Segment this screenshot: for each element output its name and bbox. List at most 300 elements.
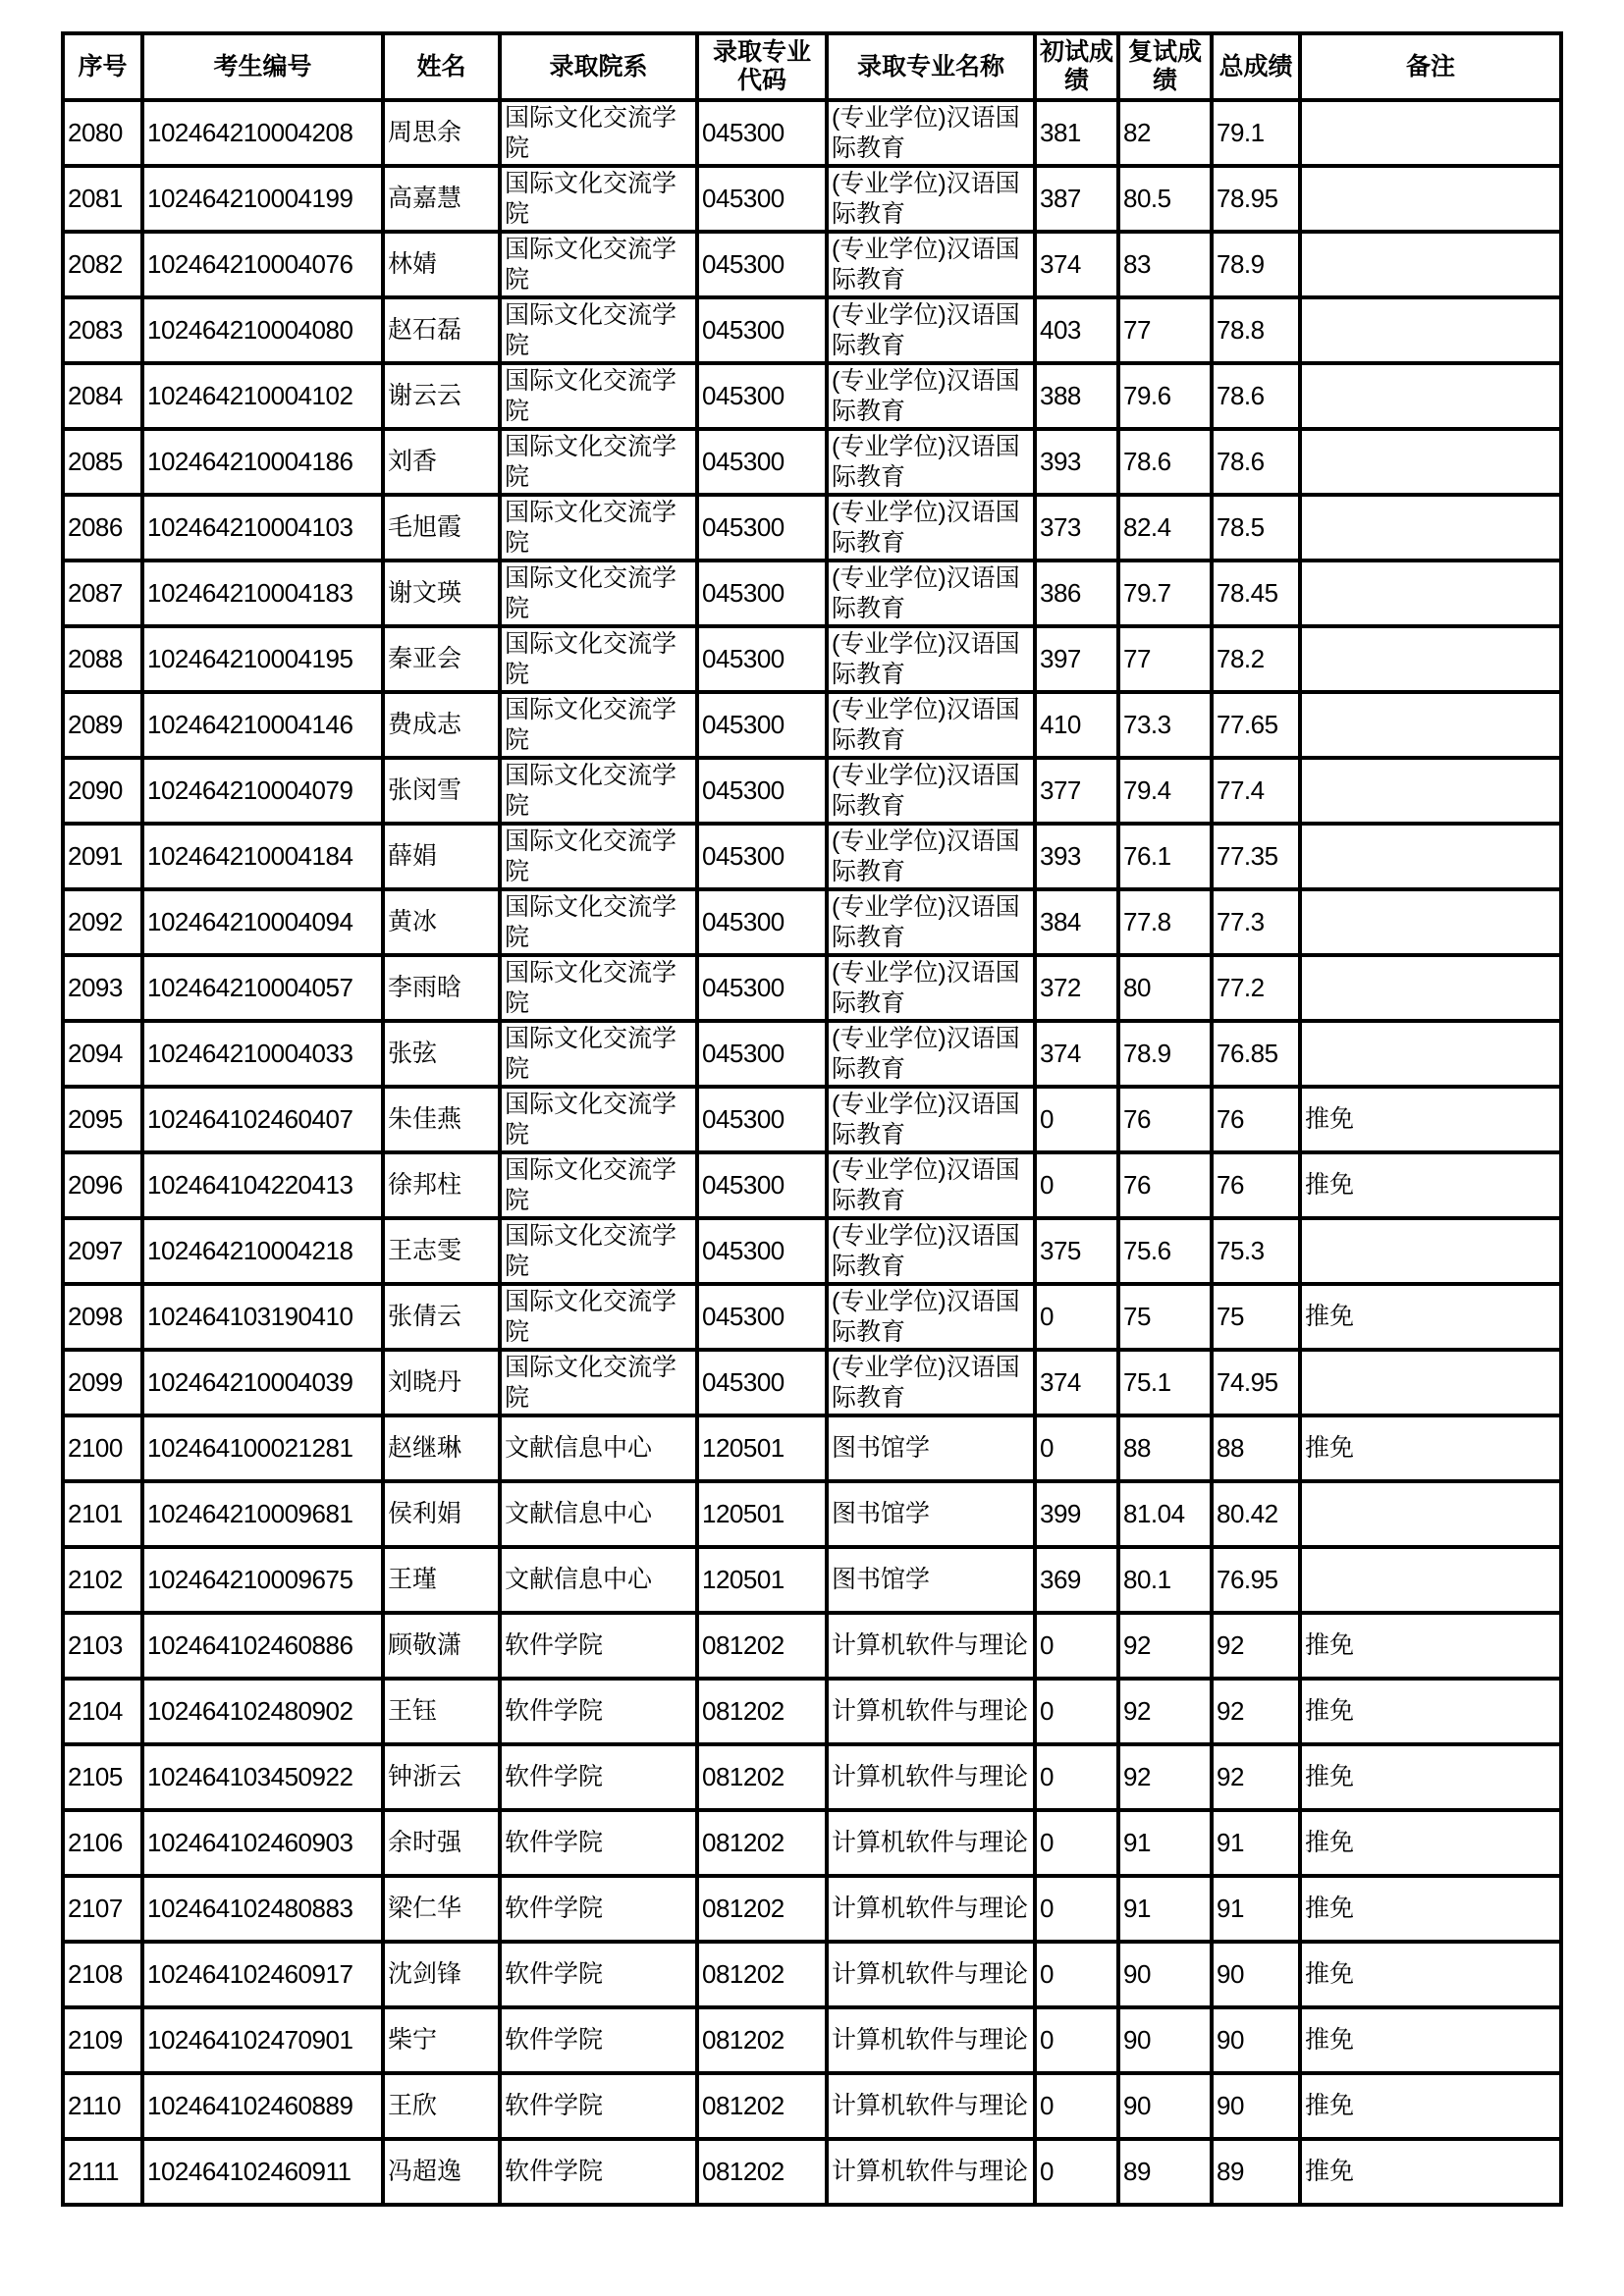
cell-department: 国际文化交流学院 xyxy=(500,889,697,955)
cell-major-code: 045300 xyxy=(697,1152,827,1218)
cell-serial: 2109 xyxy=(63,2007,142,2073)
cell-name: 李雨晗 xyxy=(383,955,500,1021)
cell-serial: 2093 xyxy=(63,955,142,1021)
cell-serial: 2091 xyxy=(63,824,142,889)
cell-retest-score: 83 xyxy=(1118,232,1212,297)
cell-name: 林婧 xyxy=(383,232,500,297)
cell-total-score: 77.65 xyxy=(1212,692,1300,758)
header-total-score: 总成绩 xyxy=(1212,33,1300,100)
table-row xyxy=(63,561,1561,626)
cell-candidate-id: 102464102460903 xyxy=(142,1810,383,1876)
cell-remark: 推免 xyxy=(1300,1942,1561,2007)
cell-serial: 2095 xyxy=(63,1087,142,1152)
cell-remark xyxy=(1300,889,1561,955)
cell-total-score: 91 xyxy=(1212,1876,1300,1942)
cell-name: 黄冰 xyxy=(383,889,500,955)
cell-remark xyxy=(1300,561,1561,626)
cell-major-name: 计算机软件与理论 xyxy=(827,1810,1035,1876)
cell-major-name: 计算机软件与理论 xyxy=(827,1613,1035,1679)
cell-serial: 2107 xyxy=(63,1876,142,1942)
cell-major-name: 计算机软件与理论 xyxy=(827,1744,1035,1810)
table-row xyxy=(63,692,1561,758)
cell-retest-score: 78.6 xyxy=(1118,429,1212,495)
cell-major-code: 045300 xyxy=(697,495,827,561)
cell-initial-score: 369 xyxy=(1035,1547,1118,1613)
cell-candidate-id: 102464102460886 xyxy=(142,1613,383,1679)
cell-department: 国际文化交流学院 xyxy=(500,1087,697,1152)
cell-total-score: 89 xyxy=(1212,2139,1300,2205)
cell-name: 王钰 xyxy=(383,1679,500,1744)
cell-department: 国际文化交流学院 xyxy=(500,561,697,626)
cell-retest-score: 82 xyxy=(1118,100,1212,166)
cell-candidate-id: 102464210004184 xyxy=(142,824,383,889)
cell-major-name: (专业学位)汉语国际教育 xyxy=(827,232,1035,297)
cell-serial: 2084 xyxy=(63,363,142,429)
cell-remark xyxy=(1300,955,1561,1021)
cell-remark xyxy=(1300,1350,1561,1415)
cell-initial-score: 0 xyxy=(1035,1744,1118,1810)
cell-name: 赵继琳 xyxy=(383,1415,500,1481)
cell-serial: 2086 xyxy=(63,495,142,561)
cell-remark xyxy=(1300,1218,1561,1284)
cell-department: 国际文化交流学院 xyxy=(500,1152,697,1218)
cell-name: 沈剑锋 xyxy=(383,1942,500,2007)
cell-total-score: 92 xyxy=(1212,1613,1300,1679)
cell-name: 毛旭霞 xyxy=(383,495,500,561)
cell-department: 国际文化交流学院 xyxy=(500,429,697,495)
header-major-code: 录取专业代码 xyxy=(697,33,827,100)
cell-candidate-id: 102464210004183 xyxy=(142,561,383,626)
cell-retest-score: 79.4 xyxy=(1118,758,1212,824)
cell-major-name: (专业学位)汉语国际教育 xyxy=(827,626,1035,692)
header-candidate-id: 考生编号 xyxy=(142,33,383,100)
cell-remark: 推免 xyxy=(1300,2073,1561,2139)
cell-department: 国际文化交流学院 xyxy=(500,363,697,429)
cell-department: 国际文化交流学院 xyxy=(500,232,697,297)
cell-initial-score: 399 xyxy=(1035,1481,1118,1547)
cell-retest-score: 79.7 xyxy=(1118,561,1212,626)
cell-retest-score: 88 xyxy=(1118,1415,1212,1481)
cell-major-name: (专业学位)汉语国际教育 xyxy=(827,100,1035,166)
cell-name: 张弦 xyxy=(383,1021,500,1087)
cell-initial-score: 0 xyxy=(1035,1876,1118,1942)
cell-remark xyxy=(1300,297,1561,363)
table-body xyxy=(63,100,1561,2205)
cell-retest-score: 76 xyxy=(1118,1087,1212,1152)
table-row xyxy=(63,166,1561,232)
cell-initial-score: 410 xyxy=(1035,692,1118,758)
cell-total-score: 76.95 xyxy=(1212,1547,1300,1613)
header-initial-score: 初试成绩 xyxy=(1035,33,1118,100)
cell-total-score: 77.4 xyxy=(1212,758,1300,824)
cell-retest-score: 90 xyxy=(1118,2007,1212,2073)
cell-initial-score: 0 xyxy=(1035,1679,1118,1744)
cell-total-score: 90 xyxy=(1212,2073,1300,2139)
table-row xyxy=(63,1415,1561,1481)
cell-remark: 推免 xyxy=(1300,2139,1561,2205)
table-row xyxy=(63,1810,1561,1876)
cell-major-name: 计算机软件与理论 xyxy=(827,2007,1035,2073)
cell-retest-score: 75 xyxy=(1118,1284,1212,1350)
cell-major-name: (专业学位)汉语国际教育 xyxy=(827,1350,1035,1415)
cell-retest-score: 80 xyxy=(1118,955,1212,1021)
cell-candidate-id: 102464210004039 xyxy=(142,1350,383,1415)
cell-name: 薛娟 xyxy=(383,824,500,889)
cell-department: 文献信息中心 xyxy=(500,1415,697,1481)
cell-retest-score: 78.9 xyxy=(1118,1021,1212,1087)
cell-department: 软件学院 xyxy=(500,1810,697,1876)
cell-serial: 2082 xyxy=(63,232,142,297)
table-row xyxy=(63,429,1561,495)
cell-initial-score: 384 xyxy=(1035,889,1118,955)
cell-department: 国际文化交流学院 xyxy=(500,1350,697,1415)
cell-department: 国际文化交流学院 xyxy=(500,166,697,232)
cell-major-name: 图书馆学 xyxy=(827,1415,1035,1481)
cell-major-code: 081202 xyxy=(697,1942,827,2007)
cell-retest-score: 75.1 xyxy=(1118,1350,1212,1415)
cell-serial: 2103 xyxy=(63,1613,142,1679)
cell-candidate-id: 102464102470901 xyxy=(142,2007,383,2073)
cell-serial: 2090 xyxy=(63,758,142,824)
cell-candidate-id: 102464210009681 xyxy=(142,1481,383,1547)
cell-serial: 2097 xyxy=(63,1218,142,1284)
cell-candidate-id: 102464210004080 xyxy=(142,297,383,363)
cell-department: 国际文化交流学院 xyxy=(500,758,697,824)
cell-department: 国际文化交流学院 xyxy=(500,955,697,1021)
cell-total-score: 77.3 xyxy=(1212,889,1300,955)
cell-name: 梁仁华 xyxy=(383,1876,500,1942)
cell-serial: 2081 xyxy=(63,166,142,232)
cell-major-name: 计算机软件与理论 xyxy=(827,1876,1035,1942)
table-row xyxy=(63,363,1561,429)
cell-major-code: 045300 xyxy=(697,758,827,824)
cell-major-code: 081202 xyxy=(697,2007,827,2073)
cell-candidate-id: 102464210004199 xyxy=(142,166,383,232)
cell-initial-score: 0 xyxy=(1035,1415,1118,1481)
cell-candidate-id: 102464210004076 xyxy=(142,232,383,297)
table-row xyxy=(63,889,1561,955)
cell-major-code: 045300 xyxy=(697,824,827,889)
cell-retest-score: 76.1 xyxy=(1118,824,1212,889)
cell-initial-score: 0 xyxy=(1035,1942,1118,2007)
cell-major-code: 045300 xyxy=(697,100,827,166)
cell-department: 软件学院 xyxy=(500,2073,697,2139)
cell-major-name: 计算机软件与理论 xyxy=(827,2073,1035,2139)
cell-serial: 2101 xyxy=(63,1481,142,1547)
cell-initial-score: 375 xyxy=(1035,1218,1118,1284)
cell-name: 朱佳燕 xyxy=(383,1087,500,1152)
cell-remark xyxy=(1300,1481,1561,1547)
cell-remark: 推免 xyxy=(1300,1679,1561,1744)
cell-department: 软件学院 xyxy=(500,2139,697,2205)
table-row xyxy=(63,297,1561,363)
cell-retest-score: 90 xyxy=(1118,2073,1212,2139)
cell-candidate-id: 102464210004208 xyxy=(142,100,383,166)
cell-retest-score: 77 xyxy=(1118,297,1212,363)
cell-initial-score: 377 xyxy=(1035,758,1118,824)
cell-major-code: 081202 xyxy=(697,1876,827,1942)
cell-initial-score: 0 xyxy=(1035,2139,1118,2205)
cell-remark: 推免 xyxy=(1300,1284,1561,1350)
cell-remark xyxy=(1300,363,1561,429)
cell-candidate-id: 102464102460911 xyxy=(142,2139,383,2205)
cell-candidate-id: 102464210004218 xyxy=(142,1218,383,1284)
cell-major-name: (专业学位)汉语国际教育 xyxy=(827,166,1035,232)
cell-total-score: 80.42 xyxy=(1212,1481,1300,1547)
cell-remark: 推免 xyxy=(1300,1152,1561,1218)
cell-retest-score: 91 xyxy=(1118,1810,1212,1876)
cell-initial-score: 387 xyxy=(1035,166,1118,232)
cell-remark xyxy=(1300,100,1561,166)
cell-major-code: 081202 xyxy=(697,2073,827,2139)
cell-candidate-id: 102464210009675 xyxy=(142,1547,383,1613)
cell-serial: 2106 xyxy=(63,1810,142,1876)
cell-major-name: 计算机软件与理论 xyxy=(827,1942,1035,2007)
cell-retest-score: 76 xyxy=(1118,1152,1212,1218)
cell-total-score: 78.95 xyxy=(1212,166,1300,232)
cell-initial-score: 397 xyxy=(1035,626,1118,692)
cell-name: 冯超逸 xyxy=(383,2139,500,2205)
cell-remark xyxy=(1300,495,1561,561)
cell-department: 软件学院 xyxy=(500,1744,697,1810)
cell-retest-score: 77.8 xyxy=(1118,889,1212,955)
cell-major-name: (专业学位)汉语国际教育 xyxy=(827,1218,1035,1284)
cell-initial-score: 373 xyxy=(1035,495,1118,561)
header-serial: 序号 xyxy=(63,33,142,100)
cell-serial: 2105 xyxy=(63,1744,142,1810)
cell-total-score: 92 xyxy=(1212,1679,1300,1744)
cell-total-score: 75 xyxy=(1212,1284,1300,1350)
table-row xyxy=(63,824,1561,889)
cell-serial: 2089 xyxy=(63,692,142,758)
table-row xyxy=(63,2073,1561,2139)
cell-name: 刘香 xyxy=(383,429,500,495)
cell-name: 赵石磊 xyxy=(383,297,500,363)
cell-name: 刘晓丹 xyxy=(383,1350,500,1415)
cell-major-name: 计算机软件与理论 xyxy=(827,2139,1035,2205)
cell-name: 徐邦柱 xyxy=(383,1152,500,1218)
cell-remark: 推免 xyxy=(1300,1415,1561,1481)
cell-total-score: 78.6 xyxy=(1212,429,1300,495)
cell-name: 秦亚会 xyxy=(383,626,500,692)
cell-retest-score: 77 xyxy=(1118,626,1212,692)
cell-major-code: 045300 xyxy=(697,561,827,626)
cell-serial: 2102 xyxy=(63,1547,142,1613)
cell-candidate-id: 102464210004146 xyxy=(142,692,383,758)
cell-department: 文献信息中心 xyxy=(500,1547,697,1613)
cell-remark: 推免 xyxy=(1300,1744,1561,1810)
cell-retest-score: 79.6 xyxy=(1118,363,1212,429)
table-row xyxy=(63,232,1561,297)
cell-name: 王瑾 xyxy=(383,1547,500,1613)
cell-remark: 推免 xyxy=(1300,1810,1561,1876)
cell-major-name: (专业学位)汉语国际教育 xyxy=(827,297,1035,363)
cell-major-name: (专业学位)汉语国际教育 xyxy=(827,561,1035,626)
table-row xyxy=(63,1679,1561,1744)
cell-remark xyxy=(1300,1021,1561,1087)
cell-total-score: 78.5 xyxy=(1212,495,1300,561)
cell-total-score: 91 xyxy=(1212,1810,1300,1876)
cell-major-code: 045300 xyxy=(697,232,827,297)
cell-initial-score: 0 xyxy=(1035,2073,1118,2139)
cell-serial: 2080 xyxy=(63,100,142,166)
cell-total-score: 78.2 xyxy=(1212,626,1300,692)
cell-major-code: 081202 xyxy=(697,1810,827,1876)
cell-department: 国际文化交流学院 xyxy=(500,692,697,758)
cell-name: 侯利娟 xyxy=(383,1481,500,1547)
cell-total-score: 78.9 xyxy=(1212,232,1300,297)
cell-serial: 2110 xyxy=(63,2073,142,2139)
cell-major-code: 045300 xyxy=(697,626,827,692)
header-name: 姓名 xyxy=(383,33,500,100)
cell-initial-score: 372 xyxy=(1035,955,1118,1021)
cell-name: 王志雯 xyxy=(383,1218,500,1284)
cell-department: 国际文化交流学院 xyxy=(500,495,697,561)
cell-major-name: (专业学位)汉语国际教育 xyxy=(827,1152,1035,1218)
cell-candidate-id: 102464210004103 xyxy=(142,495,383,561)
cell-candidate-id: 102464102480902 xyxy=(142,1679,383,1744)
cell-major-code: 045300 xyxy=(697,1284,827,1350)
cell-remark xyxy=(1300,166,1561,232)
cell-total-score: 76 xyxy=(1212,1152,1300,1218)
cell-department: 文献信息中心 xyxy=(500,1481,697,1547)
table-row xyxy=(63,2007,1561,2073)
cell-remark xyxy=(1300,758,1561,824)
cell-remark xyxy=(1300,824,1561,889)
table-row xyxy=(63,1021,1561,1087)
cell-total-score: 74.95 xyxy=(1212,1350,1300,1415)
cell-candidate-id: 102464102460889 xyxy=(142,2073,383,2139)
cell-name: 张倩云 xyxy=(383,1284,500,1350)
cell-initial-score: 0 xyxy=(1035,1613,1118,1679)
table-row xyxy=(63,1218,1561,1284)
cell-serial: 2087 xyxy=(63,561,142,626)
cell-department: 软件学院 xyxy=(500,1942,697,2007)
table-row xyxy=(63,758,1561,824)
cell-serial: 2085 xyxy=(63,429,142,495)
cell-major-code: 045300 xyxy=(697,1087,827,1152)
cell-retest-score: 82.4 xyxy=(1118,495,1212,561)
table-row xyxy=(63,1087,1561,1152)
cell-total-score: 75.3 xyxy=(1212,1218,1300,1284)
cell-name: 顾敬潇 xyxy=(383,1613,500,1679)
cell-initial-score: 374 xyxy=(1035,1350,1118,1415)
cell-serial: 2100 xyxy=(63,1415,142,1481)
cell-name: 高嘉慧 xyxy=(383,166,500,232)
cell-major-name: (专业学位)汉语国际教育 xyxy=(827,1087,1035,1152)
cell-serial: 2092 xyxy=(63,889,142,955)
cell-major-code: 081202 xyxy=(697,1613,827,1679)
table-row xyxy=(63,495,1561,561)
cell-major-code: 045300 xyxy=(697,297,827,363)
cell-remark xyxy=(1300,692,1561,758)
cell-serial: 2104 xyxy=(63,1679,142,1744)
cell-candidate-id: 102464210004195 xyxy=(142,626,383,692)
cell-name: 周思余 xyxy=(383,100,500,166)
cell-remark: 推免 xyxy=(1300,1876,1561,1942)
cell-initial-score: 388 xyxy=(1035,363,1118,429)
cell-retest-score: 89 xyxy=(1118,2139,1212,2205)
cell-candidate-id: 102464210004079 xyxy=(142,758,383,824)
cell-initial-score: 393 xyxy=(1035,429,1118,495)
cell-department: 软件学院 xyxy=(500,2007,697,2073)
cell-retest-score: 80.1 xyxy=(1118,1547,1212,1613)
cell-name: 谢文瑛 xyxy=(383,561,500,626)
cell-candidate-id: 102464103190410 xyxy=(142,1284,383,1350)
header-major-name: 录取专业名称 xyxy=(827,33,1035,100)
cell-major-name: (专业学位)汉语国际教育 xyxy=(827,692,1035,758)
cell-total-score: 79.1 xyxy=(1212,100,1300,166)
cell-total-score: 77.35 xyxy=(1212,824,1300,889)
cell-initial-score: 0 xyxy=(1035,2007,1118,2073)
cell-initial-score: 0 xyxy=(1035,1810,1118,1876)
cell-remark: 推免 xyxy=(1300,1087,1561,1152)
cell-major-name: 图书馆学 xyxy=(827,1547,1035,1613)
cell-department: 国际文化交流学院 xyxy=(500,1021,697,1087)
cell-major-code: 045300 xyxy=(697,1350,827,1415)
cell-major-code: 120501 xyxy=(697,1481,827,1547)
cell-retest-score: 92 xyxy=(1118,1613,1212,1679)
cell-retest-score: 91 xyxy=(1118,1876,1212,1942)
cell-name: 张闵雪 xyxy=(383,758,500,824)
cell-candidate-id: 102464210004057 xyxy=(142,955,383,1021)
cell-name: 钟浙云 xyxy=(383,1744,500,1810)
cell-serial: 2094 xyxy=(63,1021,142,1087)
cell-name: 费成志 xyxy=(383,692,500,758)
cell-candidate-id: 102464102460917 xyxy=(142,1942,383,2007)
cell-total-score: 78.45 xyxy=(1212,561,1300,626)
cell-major-code: 045300 xyxy=(697,429,827,495)
cell-retest-score: 90 xyxy=(1118,1942,1212,2007)
cell-major-code: 081202 xyxy=(697,2139,827,2205)
cell-major-code: 045300 xyxy=(697,889,827,955)
cell-major-name: 图书馆学 xyxy=(827,1481,1035,1547)
cell-retest-score: 75.6 xyxy=(1118,1218,1212,1284)
cell-retest-score: 92 xyxy=(1118,1679,1212,1744)
cell-total-score: 76 xyxy=(1212,1087,1300,1152)
cell-serial: 2083 xyxy=(63,297,142,363)
cell-serial: 2088 xyxy=(63,626,142,692)
cell-department: 软件学院 xyxy=(500,1876,697,1942)
cell-initial-score: 381 xyxy=(1035,100,1118,166)
cell-name: 柴宁 xyxy=(383,2007,500,2073)
cell-remark xyxy=(1300,232,1561,297)
table-row xyxy=(63,1876,1561,1942)
cell-major-code: 045300 xyxy=(697,363,827,429)
cell-major-name: (专业学位)汉语国际教育 xyxy=(827,1284,1035,1350)
cell-total-score: 90 xyxy=(1212,2007,1300,2073)
table-row xyxy=(63,1744,1561,1810)
cell-major-name: (专业学位)汉语国际教育 xyxy=(827,758,1035,824)
cell-total-score: 92 xyxy=(1212,1744,1300,1810)
table-row xyxy=(63,626,1561,692)
cell-major-code: 045300 xyxy=(697,955,827,1021)
cell-initial-score: 0 xyxy=(1035,1087,1118,1152)
cell-major-name: (专业学位)汉语国际教育 xyxy=(827,955,1035,1021)
cell-candidate-id: 102464210004094 xyxy=(142,889,383,955)
table-row xyxy=(63,1942,1561,2007)
cell-serial: 2096 xyxy=(63,1152,142,1218)
cell-initial-score: 374 xyxy=(1035,1021,1118,1087)
table-row xyxy=(63,1481,1561,1547)
cell-name: 谢云云 xyxy=(383,363,500,429)
cell-department: 国际文化交流学院 xyxy=(500,824,697,889)
cell-department: 国际文化交流学院 xyxy=(500,626,697,692)
cell-major-code: 120501 xyxy=(697,1415,827,1481)
cell-initial-score: 403 xyxy=(1035,297,1118,363)
cell-name: 王欣 xyxy=(383,2073,500,2139)
cell-retest-score: 80.5 xyxy=(1118,166,1212,232)
